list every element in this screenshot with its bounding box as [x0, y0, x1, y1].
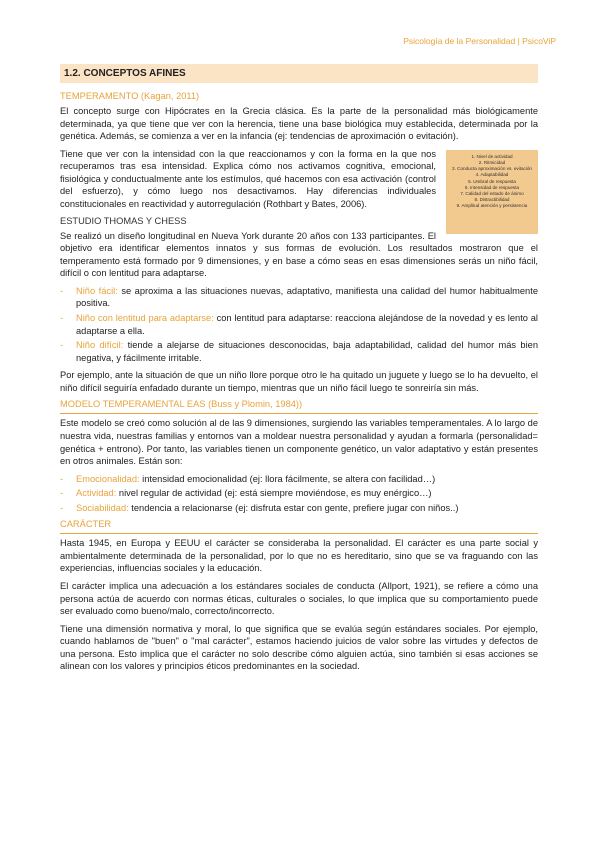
- temperamento-paragraph-2: Tiene que ver con la intensidad con la que reaccionamos y con la forma en la que nos recuperamos tras esa intensidad. Explica cómo nos activamos cognitiva, emocional, fisiológica y conductualmente ante los estímulos, qué hacemos con esa activación (control del esfuerzo), y cómo luego nos desactivamos. Hay diferencias individuales constitucionales en reactividad y autorregulación (Rothbart y Bates, 2006).: [60, 148, 436, 209]
- dimension-item: 8. Distractibilidad: [474, 197, 510, 203]
- eas-variables-list: [60, 473, 538, 515]
- section-title: 1.2. CONCEPTOS AFINES: [60, 64, 538, 83]
- list-item-text: intensidad emocionalidad (ej: llora fácilmente, se altera con facilidad…): [139, 473, 436, 484]
- dimension-item: 3. Conducta aproximación vs. evitación: [452, 166, 532, 172]
- list-item: [60, 339, 538, 364]
- eas-paragraph-1: Este modelo se creó como solución al de las 9 dimensiones, surgiendo las variables temperamentales. A lo largo de nuestra vida, nuestras familias y entornos van a moldear nuestra personalidad y ayudan a formarla (personalidad= genética + entrono). Por tanto, las variables tienen un componente genético, un valor adaptativo y están presentes en otros animales. Están son:: [60, 418, 538, 467]
- list-item-text: con lentitud para adaptarse: reacciona alejándose de la novedad y es lento al adaptarse a ella.: [76, 312, 538, 336]
- list-item-text: se aproxima a las situaciones nuevas, adaptativo, manifiesta una calidad del humor habitualmente positiva.: [76, 285, 538, 309]
- list-item-text: tiende a alejarse de situaciones desconocidas, baja adaptabilidad, calidad del humor más bien negativa, y fácilmente irritable.: [76, 340, 539, 363]
- list-item-term: Niño difícil:: [76, 340, 124, 351]
- list-item-term: Niño con lentitud para adaptarse:: [76, 312, 214, 323]
- list-item-text: nivel regular de actividad (ej: está siempre moviéndose, es muy enérgico…): [116, 488, 432, 499]
- temperamento-heading: TEMPERAMENTO (Kagan, 2011): [60, 91, 200, 101]
- caracter-paragraph-1: Hasta 1945, en Europa y EEUU el carácter se consideraba la personalidad. El carácter es una parte social y ambientalmente determinada de la personalidad, por lo que no es hereditario, sino que se va fraguando con las experiencias, influencias sociales y la educación.: [60, 538, 538, 574]
- caracter-paragraph-2: El carácter implica una adecuación a los estándares sociales de conducta (Allport, 1921), se refiere a cómo una persona actúa de acuerdo con normas éticas, culturales o sociales, lo que implica que su comportamiento puede ser evaluado como bueno/malo, correcto/incorrecto.: [60, 581, 538, 617]
- dimension-item: 9. Amplitud atención y persistencia: [456, 203, 528, 209]
- list-item: [60, 502, 538, 515]
- thomas-chess-heading: ESTUDIO THOMAS Y CHESS: [60, 215, 187, 226]
- dimension-item: 6. Intensidad de respuesta: [464, 184, 520, 190]
- list-item: [60, 285, 538, 310]
- caracter-heading: CARÁCTER: [60, 519, 538, 534]
- child-types-list: [60, 285, 538, 364]
- dimension-item: 4. Adaptabilidad: [475, 172, 509, 178]
- dimension-item: 5. Umbral de respuesta: [468, 178, 516, 184]
- dimension-item: 7. Calidad del estado de ánimo: [460, 191, 524, 197]
- list-item-term: Sociabilidad:: [76, 502, 129, 513]
- caracter-paragraph-3: Tiene una dimensión normativa y moral, lo que significa que se evalúa según estándares sociales. Por ejemplo, cuando hablamos de "buen" o "mal carácter", estamos haciendo juicios de valor sobre las virtudes y defectos de una persona. Esto implica que el carácter no solo describe cómo alguien actúa, sino también si esas acciones se alinean con los valores y principios éticos predominantes en la sociedad.: [60, 623, 538, 672]
- eas-heading: MODELO TEMPERAMENTAL EAS (Buss y Plomin, 1984)): [60, 399, 538, 414]
- page-header: Psicología de la Personalidad | PsicoViP: [403, 36, 556, 46]
- list-item-term: Emocionalidad:: [76, 473, 140, 484]
- list-item-term: Niño fácil:: [76, 285, 118, 296]
- thomas-chess-paragraph-1: Se realizó un diseño longitudinal en Nueva York durante 20 años con 133 participantes. El objetivo era identificar elementos innatos y sus formas de evolución. Los resultados mostraron que el temperamento está formado por 9 dimensiones, y en base a cómo seas en esas dimensiones serás un niño fácil, difícil o con lentitud para adaptarse.: [60, 230, 538, 279]
- list-item-text: tendencia a relacionarse (ej: disfruta estar con gente, prefiere jugar con niños..): [128, 502, 459, 513]
- dimensions-box: [446, 150, 538, 234]
- dimension-item: 1. Nivel de actividad: [471, 153, 513, 159]
- list-item-term: Actividad:: [76, 488, 117, 499]
- list-item: [60, 487, 538, 500]
- temperamento-paragraph-1: El concepto surge con Hipócrates en la Grecia clásica. Es la parte de la personalidad más biológicamente determinada, ya que tiene que ver con la herencia, tiene una base biológica muy establecida, determinada por la genética. Además, se comienza a ver en la infancia (ej: tendencias de aproximación o evitación).: [60, 106, 538, 142]
- list-item: [60, 312, 538, 337]
- list-item: [60, 473, 538, 486]
- thomas-chess-paragraph-2: Por ejemplo, ante la situación de que un niño llore porque otro le ha quitado un juguete y luego se lo ha devuelto, el niño difícil seguiría enfadado durante un tiempo, mientras que un niño fácil luego te sonreiría sin más.: [60, 370, 538, 393]
- document-body: [60, 64, 538, 678]
- dimension-item: 2. Ritmicidad: [478, 160, 506, 165]
